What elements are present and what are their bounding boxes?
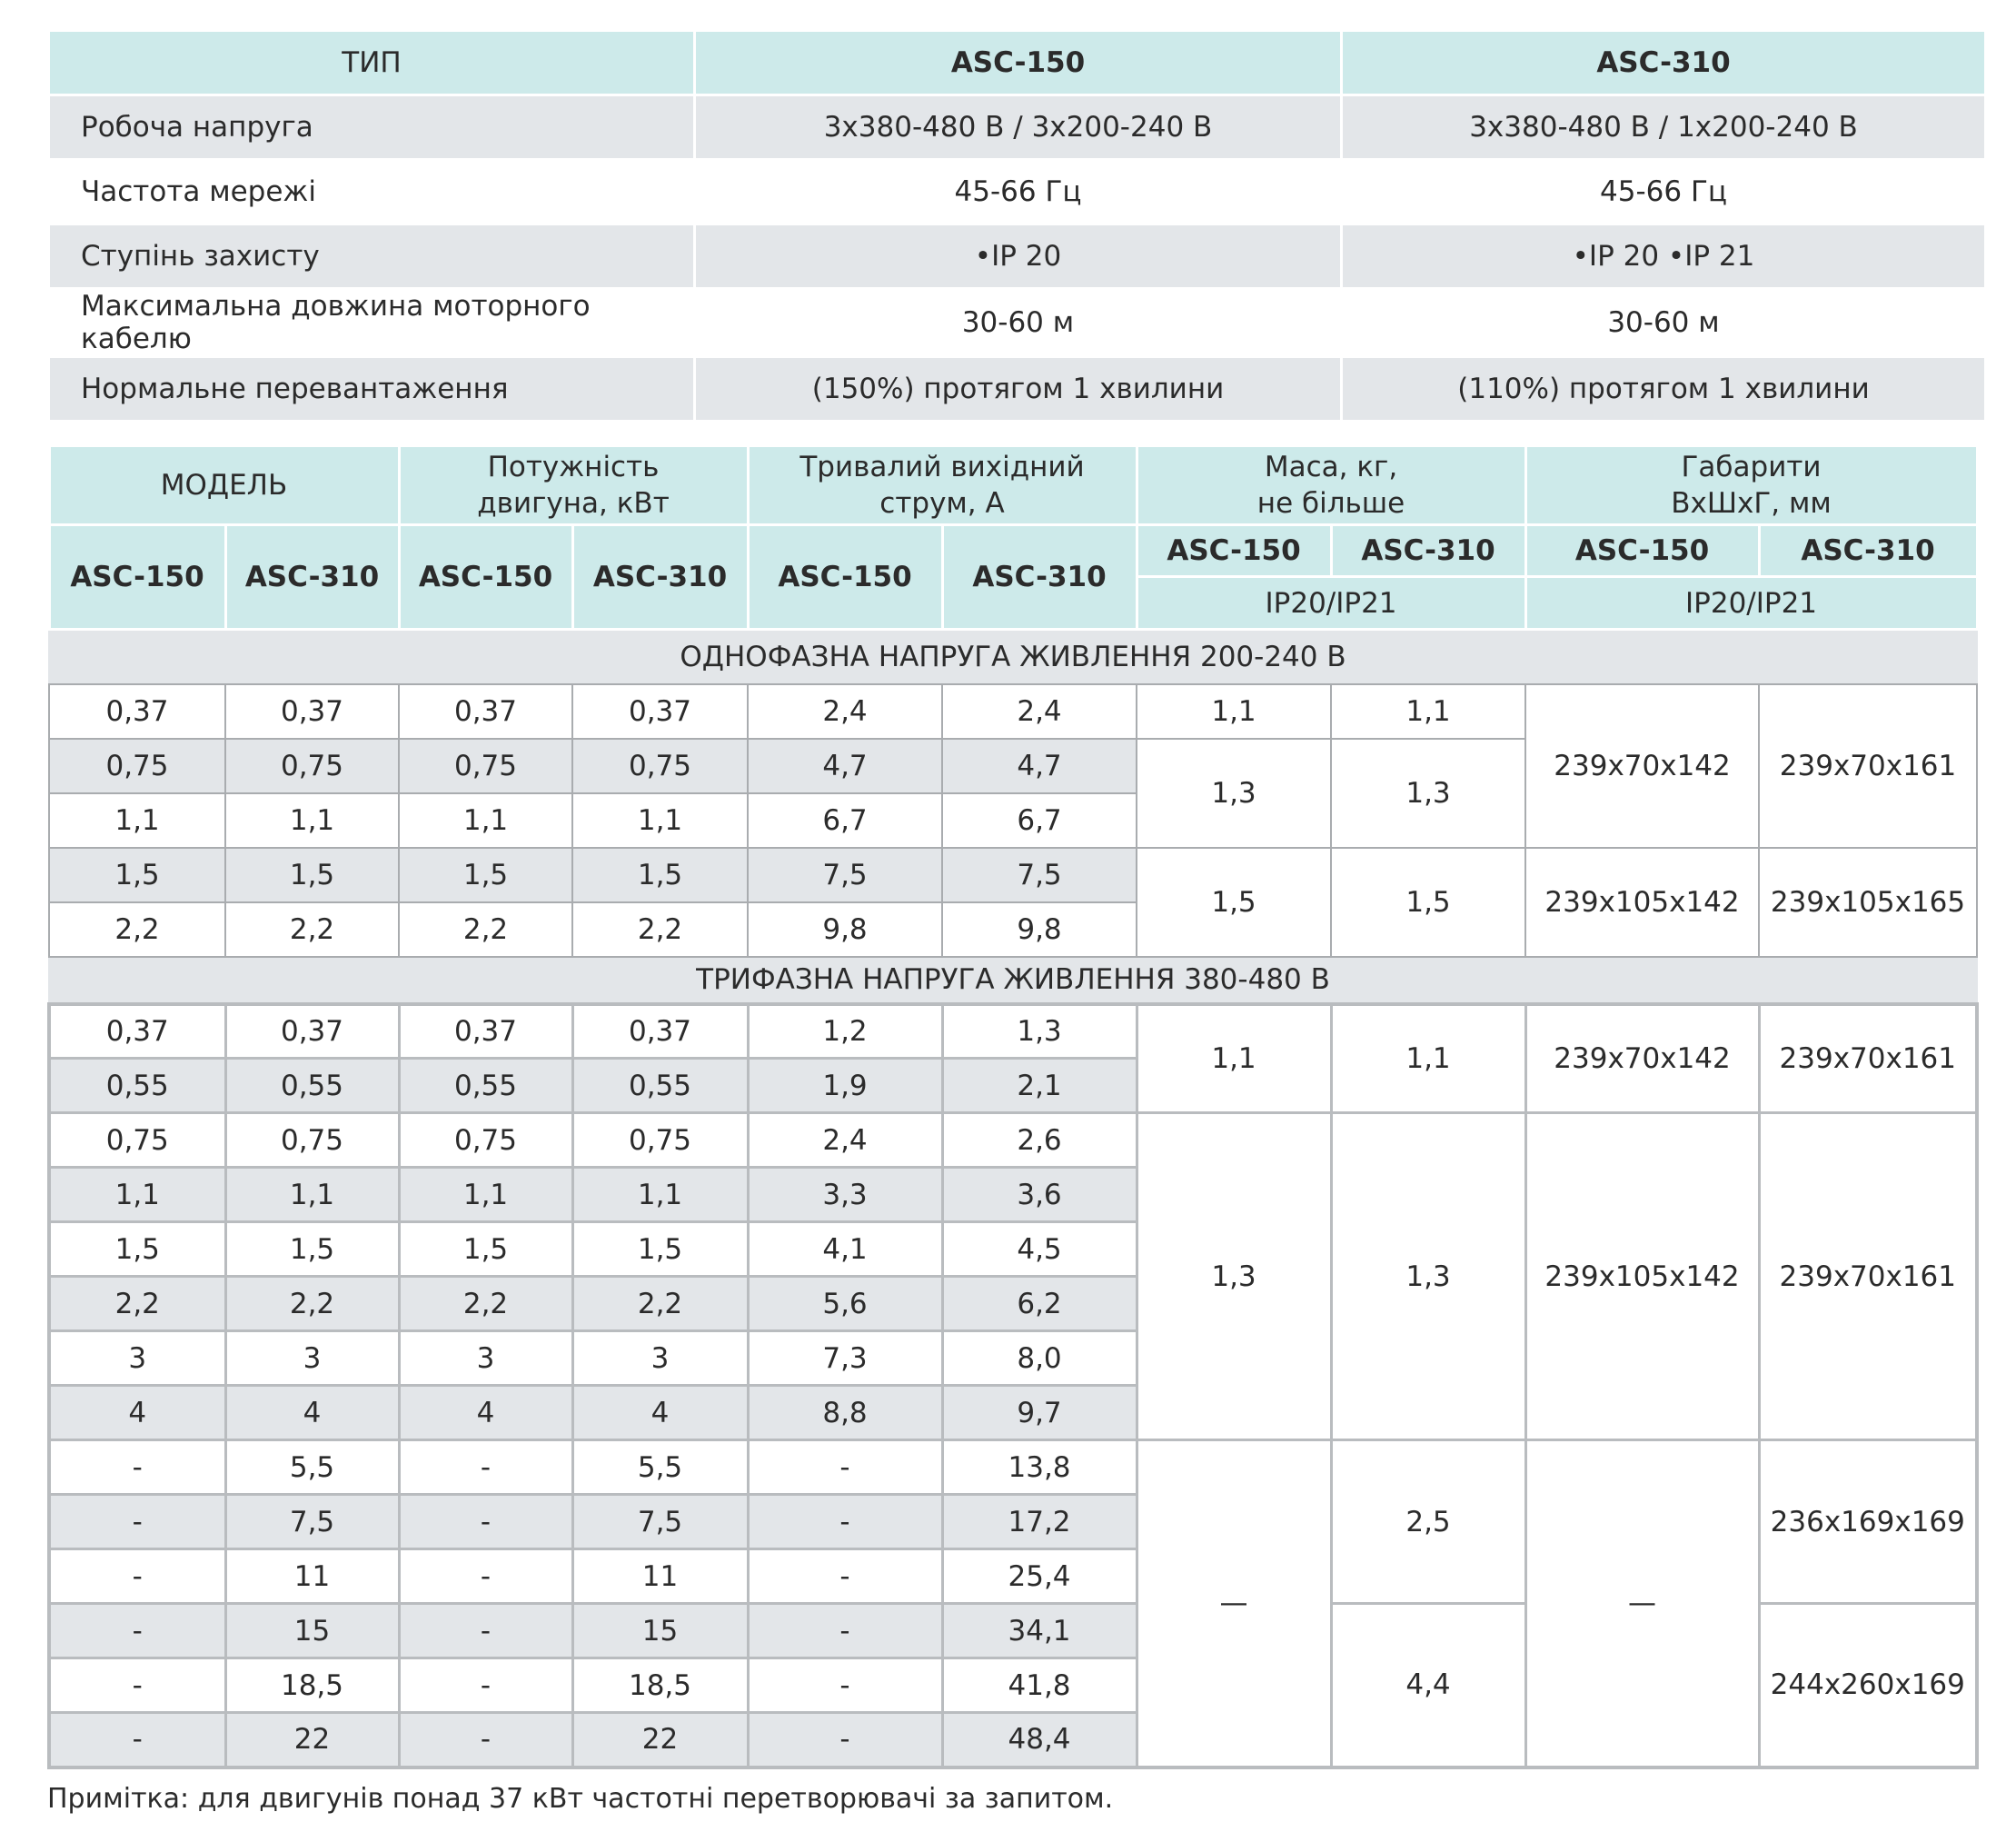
cell: 5,5: [572, 1440, 748, 1495]
cell: 2,2: [399, 1277, 572, 1331]
cell: 41,8: [942, 1658, 1137, 1713]
dims-cell: 236x169x169: [1759, 1440, 1977, 1604]
cell: 1,3: [942, 1004, 1137, 1059]
cell: 4: [572, 1386, 748, 1440]
power-group-label-line2: двигуна, кВт: [477, 487, 670, 520]
mass-cell: 1,3: [1137, 1113, 1331, 1440]
cell: 1,1: [49, 793, 225, 848]
spec-row-value-a: (150%) протягом 1 хвилини: [695, 357, 1342, 422]
cell: 0,37: [49, 1004, 225, 1059]
sub-header-asc310: ASC-310: [1759, 525, 1977, 577]
dims-ip-header: IP20/IP21: [1525, 577, 1977, 630]
table-row: [49, 684, 1977, 739]
mass-cell: 4,4: [1331, 1604, 1525, 1767]
mass-cell: 1,1: [1331, 684, 1525, 739]
cell: 3: [49, 1331, 225, 1386]
cell: -: [49, 1440, 225, 1495]
sub-header-asc150: ASC-150: [1525, 525, 1759, 577]
single-phase-title: ОДНОФАЗНА НАПРУГА ЖИВЛЕННЯ 200-240 В: [49, 630, 1977, 684]
cell: 3,6: [942, 1168, 1137, 1222]
cell: 7,5: [748, 848, 942, 902]
cell: 9,8: [748, 902, 942, 957]
spec-row-value-b: 3x380-480 В / 1x200-240 В: [1342, 95, 1986, 160]
cell: 0,75: [572, 739, 748, 793]
cell: 2,2: [399, 902, 572, 957]
table-row: [49, 1440, 1977, 1495]
group-header-row: [49, 446, 1977, 525]
table-row: [49, 1113, 1977, 1168]
cell: 6,7: [942, 793, 1137, 848]
spec-row: [49, 95, 1986, 160]
cell: 3: [225, 1331, 399, 1386]
dims-cell: 239x105x142: [1525, 848, 1759, 957]
power-group-label-line1: Потужність: [487, 451, 660, 483]
cell: 22: [572, 1713, 748, 1767]
sub-header-row: [49, 525, 1977, 577]
mass-cell: 1,5: [1137, 848, 1331, 957]
cell: 0,75: [49, 1113, 225, 1168]
cell: 7,5: [572, 1495, 748, 1549]
cell: 6,2: [942, 1277, 1137, 1331]
cell: 0,37: [572, 684, 748, 739]
cell: 9,7: [942, 1386, 1137, 1440]
cell: 4,5: [942, 1222, 1137, 1277]
cell: 1,5: [399, 848, 572, 902]
cell: 25,4: [942, 1549, 1137, 1604]
cell: 0,75: [399, 1113, 572, 1168]
cell: -: [748, 1658, 942, 1713]
spec-row: [49, 224, 1986, 289]
cell: 0,37: [399, 1004, 572, 1059]
cell: -: [399, 1713, 572, 1767]
cell: 4,1: [748, 1222, 942, 1277]
power-group-header: [399, 446, 748, 525]
cell: 0,55: [572, 1059, 748, 1113]
cell: 0,55: [225, 1059, 399, 1113]
cell: 2,4: [748, 684, 942, 739]
cell: 7,5: [942, 848, 1137, 902]
current-group-label-line1: Тривалий вихідний: [799, 451, 1085, 483]
mass-group-label-line1: Маса, кг,: [1264, 451, 1398, 483]
dims-cell: 239x70x161: [1759, 1004, 1977, 1113]
cell: 0,37: [49, 684, 225, 739]
cell: -: [399, 1604, 572, 1658]
cell: -: [49, 1549, 225, 1604]
cell: 0,75: [49, 739, 225, 793]
mass-cell: 1,1: [1137, 684, 1331, 739]
cell: 4: [399, 1386, 572, 1440]
cell: -: [399, 1495, 572, 1549]
cell: -: [748, 1604, 942, 1658]
sub-header-asc150: ASC-150: [49, 525, 225, 630]
cell: 1,5: [572, 1222, 748, 1277]
cell: 6,7: [748, 793, 942, 848]
cell: 8,8: [748, 1386, 942, 1440]
spec-row-value-b: (110%) протягом 1 хвилини: [1342, 357, 1986, 422]
cell: -: [49, 1495, 225, 1549]
cell: 15: [225, 1604, 399, 1658]
cell: 1,5: [225, 848, 399, 902]
spec-row-value-a: 45-66 Гц: [695, 160, 1342, 224]
cell: -: [748, 1495, 942, 1549]
cell: 5,5: [225, 1440, 399, 1495]
cell: 1,5: [49, 848, 225, 902]
cell: 9,8: [942, 902, 1137, 957]
cell: 1,1: [572, 1168, 748, 1222]
cell: 1,1: [572, 793, 748, 848]
cell: 1,2: [748, 1004, 942, 1059]
cell: 48,4: [942, 1713, 1137, 1767]
cell: 15: [572, 1604, 748, 1658]
section-row: [49, 957, 1977, 1004]
cell: 4,7: [942, 739, 1137, 793]
mass-cell: 1,3: [1137, 739, 1331, 848]
cell: 0,37: [225, 1004, 399, 1059]
cell: 0,75: [572, 1113, 748, 1168]
cell: 1,5: [49, 1222, 225, 1277]
cell: 18,5: [225, 1658, 399, 1713]
sub-header-asc310: ASC-310: [942, 525, 1137, 630]
cell: 2,4: [748, 1113, 942, 1168]
spec-row-label: Нормальне перевантаження: [49, 357, 695, 422]
cell: -: [748, 1440, 942, 1495]
cell: 13,8: [942, 1440, 1137, 1495]
spec-row: [49, 357, 1986, 422]
cell: 2,2: [572, 1277, 748, 1331]
cell: 4,7: [748, 739, 942, 793]
mass-cell: 1,5: [1331, 848, 1525, 957]
spec-table: [47, 29, 1987, 423]
model-group-label: МОДЕЛЬ: [160, 469, 288, 502]
dims-group-label-line1: Габарити: [1681, 451, 1822, 483]
table-row: [49, 848, 1977, 902]
dims-cell: 239x70x142: [1525, 1004, 1759, 1113]
cell: 0,37: [399, 684, 572, 739]
cell: -: [748, 1549, 942, 1604]
cell: 11: [225, 1549, 399, 1604]
spec-row-label: Ступінь захисту: [49, 224, 695, 289]
spec-row-value-a: 30-60 м: [695, 289, 1342, 357]
cell: 3: [572, 1331, 748, 1386]
current-group-header: [748, 446, 1137, 525]
cell: 0,75: [225, 739, 399, 793]
spec-row: [49, 160, 1986, 224]
sub-header-asc310: ASC-310: [225, 525, 399, 630]
cell: 7,5: [225, 1495, 399, 1549]
cell: 1,1: [49, 1168, 225, 1222]
dims-cell: 239x70x161: [1759, 684, 1977, 848]
sub-header-asc150: ASC-150: [748, 525, 942, 630]
model-table: [47, 444, 1979, 1769]
dims-cell: —: [1525, 1440, 1759, 1767]
cell: -: [399, 1440, 572, 1495]
cell: 17,2: [942, 1495, 1137, 1549]
cell: 4: [225, 1386, 399, 1440]
cell: 2,6: [942, 1113, 1137, 1168]
three-phase-title: ТРИФАЗНА НАПРУГА ЖИВЛЕННЯ 380-480 В: [49, 957, 1977, 1004]
cell: 0,55: [399, 1059, 572, 1113]
cell: -: [399, 1549, 572, 1604]
cell: 0,37: [572, 1004, 748, 1059]
cell: 11: [572, 1549, 748, 1604]
dims-group-header: [1525, 446, 1977, 525]
mass-cell: 1,3: [1331, 739, 1525, 848]
mass-group-label-line2: не більше: [1256, 487, 1405, 520]
mass-cell: 1,1: [1137, 1004, 1331, 1113]
table-row: [49, 1004, 1977, 1059]
spec-row: [49, 289, 1986, 357]
cell: -: [748, 1713, 942, 1767]
spec-row-value-b: 45-66 Гц: [1342, 160, 1986, 224]
cell: 1,5: [399, 1222, 572, 1277]
dims-cell: 239x70x161: [1759, 1113, 1977, 1440]
mass-cell: —: [1137, 1440, 1331, 1767]
cell: 0,55: [49, 1059, 225, 1113]
mass-group-header: [1137, 446, 1525, 525]
cell: 5,6: [748, 1277, 942, 1331]
cell: 4: [49, 1386, 225, 1440]
cell: 1,9: [748, 1059, 942, 1113]
spec-row-value-a: •IP 20: [695, 224, 1342, 289]
cell: 7,3: [748, 1331, 942, 1386]
dims-group-label-line2: ВхШхГ, мм: [1671, 487, 1832, 520]
model-group-header: [49, 446, 399, 525]
cell: 2,4: [942, 684, 1137, 739]
cell: 2,2: [225, 902, 399, 957]
spec-header-row: [49, 31, 1986, 95]
dims-cell: 239x105x165: [1759, 848, 1977, 957]
cell: 2,1: [942, 1059, 1137, 1113]
cell: 0,75: [399, 739, 572, 793]
spec-row-value-b: 30-60 м: [1342, 289, 1986, 357]
cell: -: [49, 1713, 225, 1767]
cell: 3: [399, 1331, 572, 1386]
spec-row-value-a: 3x380-480 В / 3x200-240 В: [695, 95, 1342, 160]
mass-cell: 1,3: [1331, 1113, 1525, 1440]
mass-cell: 1,1: [1331, 1004, 1525, 1113]
sub-header-asc150: ASC-150: [399, 525, 572, 630]
cell: 3,3: [748, 1168, 942, 1222]
cell: -: [49, 1658, 225, 1713]
cell: 0,75: [225, 1113, 399, 1168]
current-group-label-line2: струм, А: [879, 487, 1005, 520]
spec-row-value-b: •IP 20 •IP 21: [1342, 224, 1986, 289]
footnote: Примітка: для двигунів понад 37 кВт частотні перетворювачі за запитом.: [47, 1783, 1114, 1815]
cell: 1,1: [225, 793, 399, 848]
spec-model-b-header: ASC-310: [1342, 31, 1986, 95]
spec-type-header: ТИП: [49, 31, 695, 95]
sub-header-asc310: ASC-310: [572, 525, 748, 630]
cell: 2,2: [49, 902, 225, 957]
mass-ip-header: IP20/IP21: [1137, 577, 1525, 630]
cell: 8,0: [942, 1331, 1137, 1386]
cell: 1,1: [399, 1168, 572, 1222]
cell: 2,2: [572, 902, 748, 957]
cell: 18,5: [572, 1658, 748, 1713]
dims-cell: 239x105x142: [1525, 1113, 1759, 1440]
sub-header-asc150: ASC-150: [1137, 525, 1331, 577]
sub-header-asc310: ASC-310: [1331, 525, 1525, 577]
cell: 22: [225, 1713, 399, 1767]
cell: 1,5: [572, 848, 748, 902]
spec-row-label: Частота мережі: [49, 160, 695, 224]
cell: 0,37: [225, 684, 399, 739]
cell: 1,1: [399, 793, 572, 848]
cell: 1,5: [225, 1222, 399, 1277]
cell: 2,2: [225, 1277, 399, 1331]
spec-model-a-header: ASC-150: [695, 31, 1342, 95]
cell: 2,2: [49, 1277, 225, 1331]
cell: 1,1: [225, 1168, 399, 1222]
cell: -: [49, 1604, 225, 1658]
spec-row-label: Максимальна довжина моторного кабелю: [49, 289, 695, 357]
mass-cell: 2,5: [1331, 1440, 1525, 1604]
dims-cell: 239x70x142: [1525, 684, 1759, 848]
section-row: [49, 630, 1977, 684]
dims-cell: 244x260x169: [1759, 1604, 1977, 1767]
cell: -: [399, 1658, 572, 1713]
cell: 34,1: [942, 1604, 1137, 1658]
spec-row-label: Робоча напруга: [49, 95, 695, 160]
